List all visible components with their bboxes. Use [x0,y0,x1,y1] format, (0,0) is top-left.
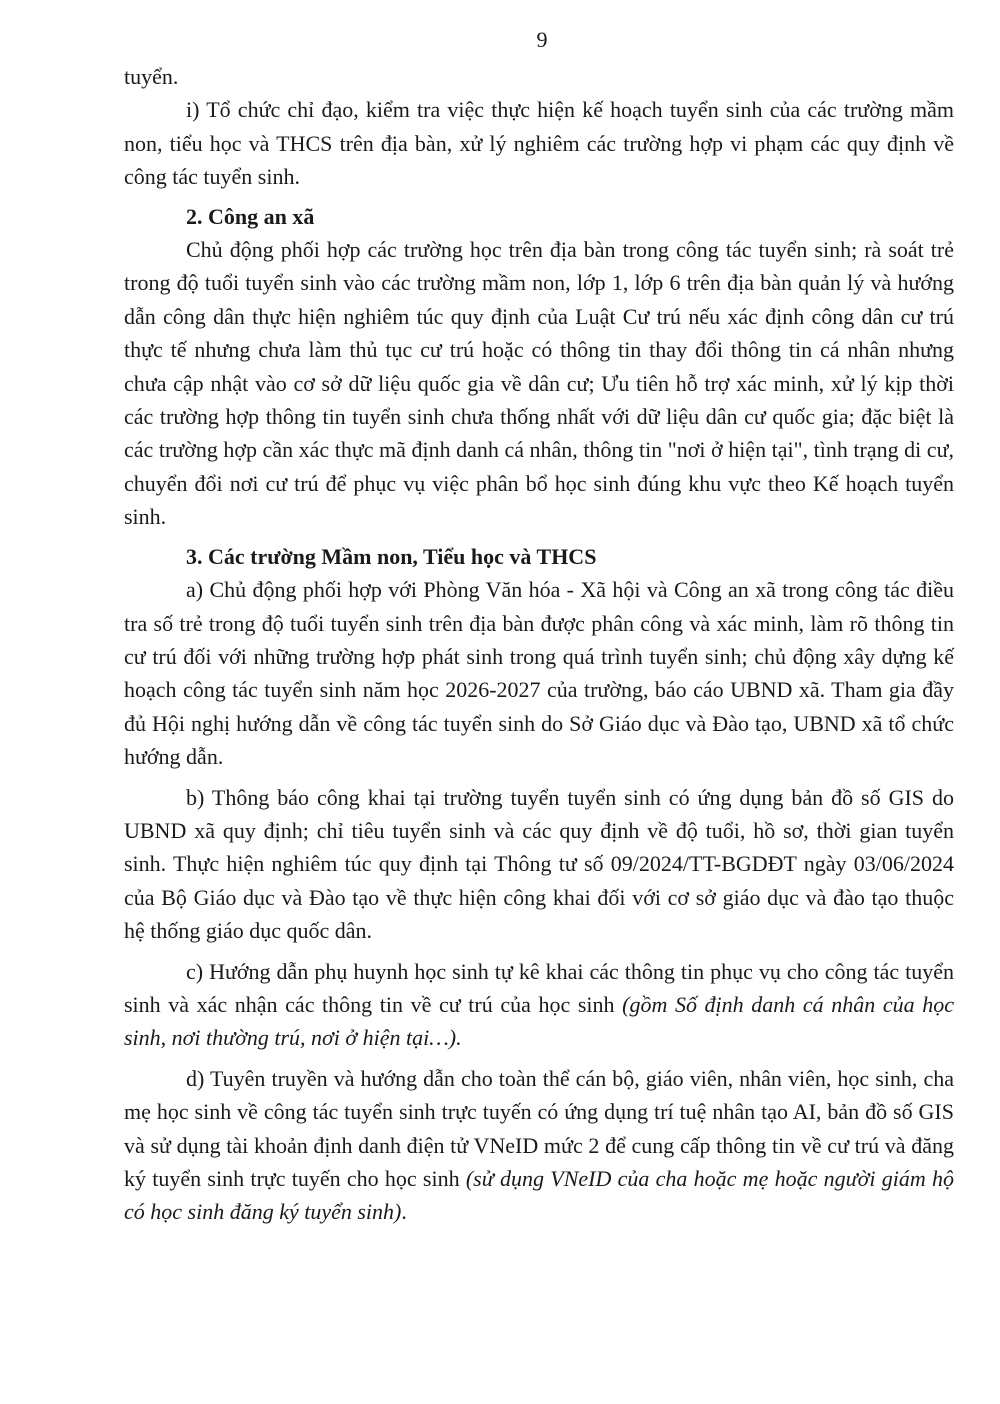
paragraph-continuation: tuyển. [124,64,179,89]
paragraph-item-c-note: (gồm Số định danh cá nhân của học sinh, nơi thường trú, nơi ở hiện tại…). [124,991,954,1051]
paragraph-police-duties: Chủ động phối hợp các trường học trên địa bàn trong công tác tuyển sinh; rà soát trẻ trong độ tuổi tuyển sinh vào các trường mầm non, lớp 1, lớp 6 trên địa bàn quản lý và hướng dẫn công dân thực hiện nghiêm túc quy định của Luật Cư trú nếu xác định công dân cư trú thực tế nhưng chưa làm thủ tục cư trú hoặc có thông tin thay đổi thông tin cá nhân nhưng chưa cập nhật vào cơ sở dữ liệu quốc gia về dân cư; Ưu tiên hỗ trợ xác minh, xử lý kịp thời các trường hợp thông tin tuyển sinh chưa thống nhất với dữ liệu dân cư quốc gia; đặc biệt là các trường hợp cần xác thực mã định danh cá nhân, thông tin "nơi ở hiện tại", tình trạng di cư, chuyển đổi nơi cư trú để phục vụ việc phân bổ học sinh đúng khu vực theo Kế hoạch tuyển sinh. [124,237,954,530]
section-heading-3: 3. Các trường Mầm non, Tiểu học và THCS [186,543,597,569]
paragraph-item-d-note: (sử dụng VNeID của cha hoặc mẹ hoặc người giám hộ có học sinh đăng ký tuyển sinh) [124,1166,954,1225]
paragraph-item-a: a) Chủ động phối hợp với Phòng Văn hóa - Xã hội và Công an xã trong công tác điều tra số trẻ trong độ tuổi tuyển sinh trên địa bàn được phân công và xác minh, làm rõ thông tin cư trú đối với những trường hợp phát sinh trong quá trình tuyển sinh; chủ động xây dựng kế hoạch công tác tuyển sinh năm học 2026-2027 của trường, báo cáo UBND xã. Tham gia đầy đủ Hội nghị hướng dẫn về công tác tuyển sinh do Sở Giáo dục và Đào tạo, UBND xã tổ chức hướng dẫn. [124,577,954,770]
paragraph-item-i: i) Tổ chức chỉ đạo, kiểm tra việc thực hiện kế hoạch tuyển sinh của các trường mầm non, tiểu học và THCS trên địa bàn, xử lý nghiêm các trường hợp vi phạm các quy định về công tác tuyển sinh. [124,97,954,190]
paragraph-item-c-text: c) Hướng dẫn phụ huynh học sinh tự kê khai các thông tin phục vụ cho công tác tuyển sinh và xác nhận các thông tin về cư trú của học sinh [124,958,954,1017]
paragraph-item-d [124,1062,954,1229]
paragraph-item-b: b) Thông báo công khai tại trường tuyển tuyển sinh có ứng dụng bản đồ số GIS do UBND xã quy định; chỉ tiêu tuyển sinh và các quy định về độ tuổi, hồ sơ, thời gian tuyển sinh. Thực hiện nghiêm túc quy định tại Thông tư số 09/2024/TT-BGDĐT ngày 03/06/2024 của Bộ Giáo dục và Đào tạo về thực hiện công khai đối với cơ sở giáo dục và đào tạo thuộc hệ thống giáo dục quốc dân. [124,784,954,944]
page-number: 9 [536,27,548,52]
paragraph-item-d-end: . [401,1199,407,1225]
paragraph-item-d-text: d) Tuyên truyền và hướng dẫn cho toàn thể cán bộ, giáo viên, nhân viên, học sinh, cha mẹ học sinh về công tác tuyển sinh trực tuyến có ứng dụng trí tuệ nhân tạo AI, bản đồ số GIS và sử dụng tài khoản định danh điện tử VNeID mức 2 để cung cấp thông tin về cư trú và đăng ký tuyển sinh trực tuyến cho học sinh [124,1065,954,1191]
paragraph-item-c [124,955,954,1055]
section-heading-2: 2. Công an xã [186,203,315,229]
